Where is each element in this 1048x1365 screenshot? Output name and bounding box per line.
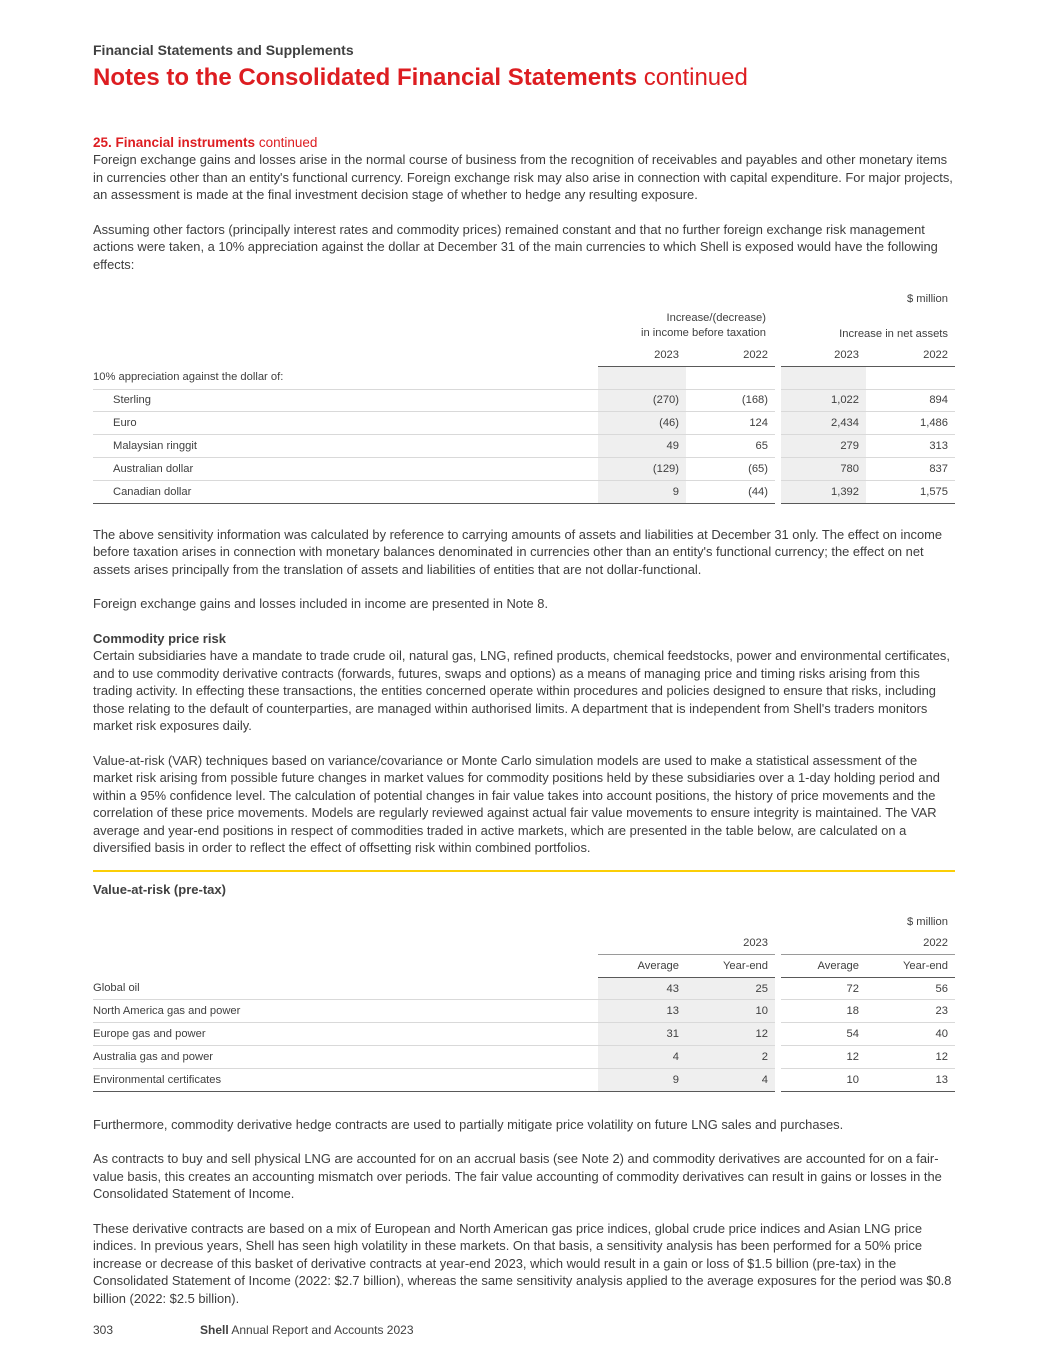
- col-header: Year-end: [866, 954, 955, 977]
- main-content: [93, 134, 955, 1307]
- section-title: 25. Financial instruments: [93, 135, 256, 150]
- fx-sensitivity-table: [93, 293, 955, 504]
- paragraph: As contracts to buy and sell physical LNG are accounted for on an accrual basis (see Note 2) and commodity derivatives are accounted for on a fair-value basis, this creates an accounting mismatch over periods. The fair value accounting of commodity derivatives can result in gains or losses in the Consolidated Statement of Income.: [93, 1151, 942, 1202]
- table-row: Europe gas and power 31 12 54 40: [93, 1023, 955, 1046]
- subsection-heading: Commodity price risk: [93, 630, 226, 646]
- section-heading: [93, 134, 955, 151]
- var-year-header: 2022: [778, 932, 955, 954]
- col-year: 2023: [778, 344, 866, 366]
- publication-name: Annual Report and Accounts 2023: [231, 1323, 414, 1337]
- col-year: 2022: [686, 344, 778, 366]
- footer-brand: [200, 1323, 414, 1337]
- page-title-suffix: continued: [643, 64, 748, 91]
- table-row: Euro (46) 124 2,434 1,486: [93, 412, 955, 435]
- brand-name: Shell: [200, 1323, 229, 1337]
- table-row: North America gas and power 13 10 18 23: [93, 1000, 955, 1023]
- table-row: Environmental certificates 9 4 10 13: [93, 1068, 955, 1091]
- var-table: [93, 870, 955, 1092]
- var-year-header: 2023: [598, 932, 778, 954]
- col-year: 2022: [866, 344, 955, 366]
- table-row: Canadian dollar 9 (44) 1,392 1,575: [93, 480, 955, 503]
- table-unit: $ million: [906, 916, 948, 929]
- page-title: [93, 64, 748, 92]
- page-number: 303: [93, 1323, 114, 1337]
- col-header: Average: [598, 954, 686, 977]
- paragraph: Furthermore, commodity derivative hedge contracts are used to partially mitigate price volatility on future LNG sales and purchases.: [93, 1116, 844, 1132]
- col-header: Average: [778, 954, 866, 977]
- table-unit: $ million: [906, 293, 948, 305]
- paragraph: Foreign exchange gains and losses included in income are presented in Note 8.: [93, 596, 549, 612]
- table-row: Australia gas and power 4 2 12 12: [93, 1046, 955, 1069]
- table-row: Australian dollar (129) (65) 780 837: [93, 457, 955, 480]
- fx-group-income-header: Increase/(decrease) in income before taxation: [640, 312, 766, 339]
- paragraph: Value-at-risk (VAR) techniques based on variance/covariance or Monte Carlo simulation models are used to make a statistical assessment of the market risk arising from possible future changes in market values for commodity positions held by these subsidiaries over a 1-day holding period and within a 95% confidence level. The calculation of potential changes in fair value takes into account positions, the history of price movements and the correlation of these price movements. Models are regularly reviewed against actual fair value movements to ensure integrity is maintained. The VAR average and year-end positions in respect of commodities traded in active markets, which are presented in the table below, are calculated on a diversified basis in order to reflect the effect of offsetting risk within combined portfolios.: [93, 752, 940, 856]
- paragraph: These derivative contracts are based on a mix of European and North American gas price indices, global crude price indices and Asian LNG price indices. In previous years, Shell has seen high volatility in these markets. On that basis, a sensitivity analysis has been performed for a 50% price increase or decrease of this basket of derivative contracts at year-end 2023, which would result in a gain or loss of $1.5 billion (pre-tax) in the Consolidated Statement of Income (2022: $2.7 billion), whereas the same sensitivity analysis applied to the average exposures for the period was $0.8 billion (2022: $2.5 billion).: [93, 1220, 952, 1306]
- paragraph: The above sensitivity information was calculated by reference to carrying amounts of assets and liabilities at December 31 only. The effect on income before taxation arises in connection with monetary balances denominated in currencies other than an entity's functional currency; the effect on net assets arises principally from the translation of assets and liabilities of entities that are not dollar-functional.: [93, 526, 943, 577]
- paragraph: Assuming other factors (principally interest rates and commodity prices) remained constant and that no further foreign exchange risk management actions were taken, a 10% appreciation against the dollar at December 31 of the main currencies to which Shell is exposed would have the following effects:: [93, 221, 938, 272]
- table-row: Sterling (270) (168) 1,022 894: [93, 389, 955, 412]
- running-header: Financial Statements and Supplements: [93, 42, 354, 58]
- table-row: Global oil 43 25 72 56: [93, 977, 955, 1000]
- paragraph: Foreign exchange gains and losses arise in the normal course of business from the recognition of receivables and payables and other monetary items in currencies other than an entity's functional currency. Foreign exchange risk may also arise in connection with capital expenditure. For major projects, an assessment is made at the final investment decision stage of whether to hedge any resulting exposure.: [93, 152, 953, 202]
- var-table-title: Value-at-risk (pre-tax): [93, 881, 226, 897]
- section-suffix: continued: [258, 135, 318, 150]
- col-header: Year-end: [686, 954, 778, 977]
- paragraph: Certain subsidiaries have a mandate to trade crude oil, natural gas, LNG, refined products, chemical feedstocks, power and environmental certificates, and to use commodity derivative contracts (forwards, futures, swaps and options) as a means of managing price and timing risks arising from this trading activity. In effecting these transactions, the entities concerned operate within procedures and policies designed to ensure that risks, including those relating to the default of counterparties, are managed within authorised limits. A department that is independent from Shell's traders monitors market risk exposures daily.: [93, 648, 950, 734]
- col-year: 2023: [598, 344, 686, 366]
- page-title-text: Notes to the Consolidated Financial Statements: [93, 64, 638, 91]
- table-section-label: 10% appreciation against the dollar of:: [93, 366, 598, 389]
- fx-group-net-assets-header: Increase in net assets: [839, 328, 948, 340]
- table-row: Malaysian ringgit 49 65 279 313: [93, 435, 955, 458]
